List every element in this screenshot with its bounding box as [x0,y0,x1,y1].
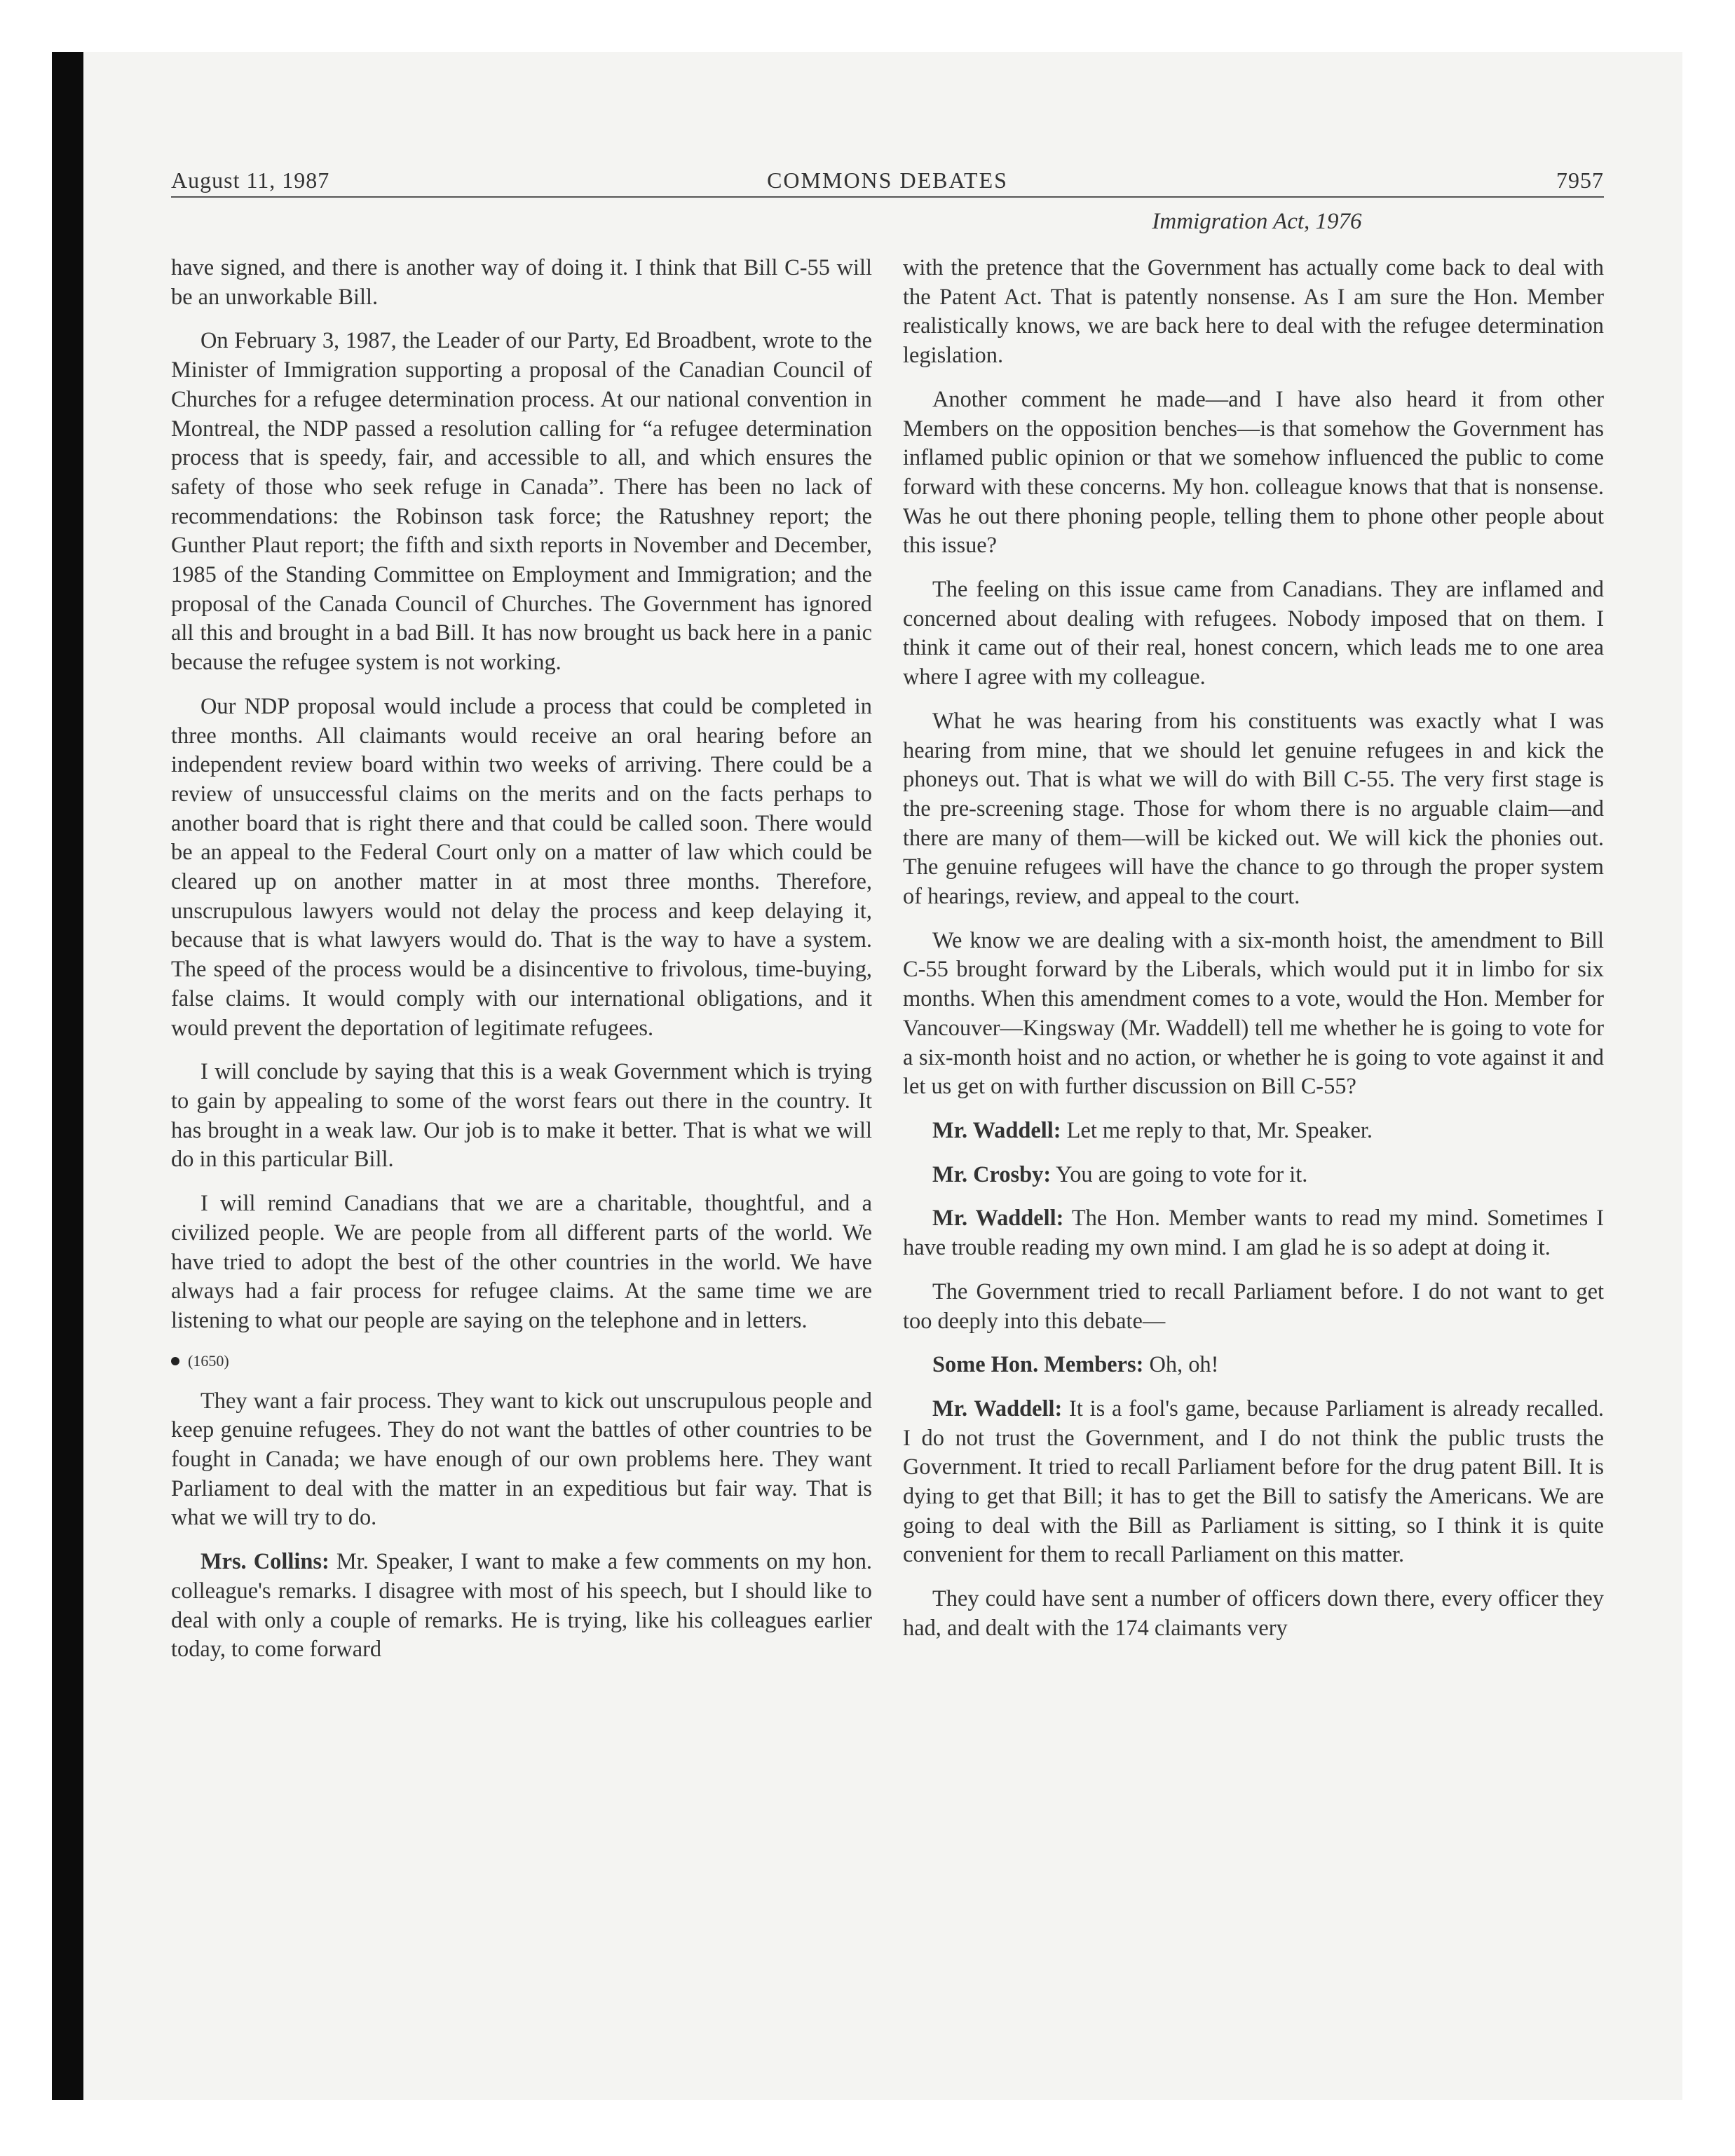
time-marker-text: (1650) [188,1351,229,1370]
paragraph: I will conclude by saying that this is a weak Government which is trying to gain by appealing to some of the worst fears out there in the country. It has brought in a weak law. Our job is to make it better. That is what we will do in this particular Bill. [171,1059,872,1173]
left-column [171,254,872,1679]
speech-text: Oh, oh! [1143,1352,1219,1378]
scan-binding-edge [52,52,83,2100]
speech-text: Let me reply to that, Mr. Speaker. [1061,1117,1373,1143]
section-title: Immigration Act, 1976 [1152,209,1362,234]
page-header [171,160,1604,198]
speech-paragraph [903,1161,1604,1190]
speaker-name: Mr. Waddell: [932,1206,1064,1231]
speech-paragraph [171,1548,872,1665]
speaker-name: Some Hon. Members: [932,1352,1144,1378]
paragraph: On February 3, 1987, the Leader of our Party, Ed Broadbent, wrote to the Minister of Immigration supporting a proposal of the Canadian Council of Churches for a refugee determination process. At our national convention in Montreal, the NDP passed a resolution calling for “a refugee determination process that is speedy, fair, and accessible to all, and which ensures the safety of those who seek refuge in Canada”. There has been no lack of recommendations: the Robinson task force; the Ratushney report; the Gunther Plaut report; the fifth and sixth reports in November and December, 1985 of the Standing Committee on Employment and Immigration; and the proposal of the Canada Council of Churches. The Government has ignored all this and brought in a bad Bill. It has now brought us back here in a panic because the refugee system is not working. [171,328,872,676]
speech-text: It is a fool's game, because Parliament is already recalled. I do not trust the Government, and I do not think the public trusts the Government. It tried to recall Parliament before for the drug patent Bill. It is dying to get that Bill; it has to get the Bill to satisfy the Americans. We are going to deal with the Bill as Parliament is sitting, so I think it is quite convenient for them to recall Parliament on this matter. [903,1396,1604,1568]
speaker-name: Mrs. Collins: [200,1549,329,1575]
bullet-icon [171,1357,179,1365]
right-column [903,254,1604,1658]
paragraph: What he was hearing from his constituents was exactly what I was hearing from mine, that we should let genuine refugees in and kick the phoneys out. That is what we will do with Bill C-55. The very first stage is the pre-screening stage. Those for whom there is no arguable claim—and there are many of them—will be kicked out. We will kick the phonies out. The genuine refugees will have the chance to go through the proper system of hearings, review, and appeal to the court. [903,708,1604,910]
speaker-name: Mr. Crosby: [932,1161,1052,1187]
time-marker [171,1351,872,1372]
speaker-name: Mr. Waddell: [932,1117,1061,1143]
speech-paragraph [903,1395,1604,1570]
speech-text: Mr. Speaker, I want to make a few comments on my hon. colleague's remarks. I disagree with most of his speech, but I should like to deal with only a couple of remarks. He is trying, like his colleagues earlier today, to come forward [171,1549,872,1663]
paragraph: They want a fair process. They want to kick out unscrupulous people and keep genuine refugees. They do not want the battles of other countries to be fought in Canada; we have enough of our own problems here. They want Parliament to deal with the matter in an expeditious but fair way. That is what we will try to do. [171,1388,872,1531]
header-page-number: 7957 [1556,168,1604,193]
paragraph: Another comment he made—and I have also heard it from other Members on the opposition benches—is that somehow the Government has inflamed public opinion or that we somehow influenced the public to come forward with these concerns. My hon. colleague knows that that is nonsense. Was he out there phoning people, telling them to phone other people about this issue? [903,386,1604,559]
header-date: August 11, 1987 [171,168,330,193]
speaker-name: Mr. Waddell: [932,1396,1063,1421]
paragraph: They could have sent a number of officers down there, every officer they had, and dealt with the 174 claimants very [903,1586,1604,1641]
speech-text: You are going to vote for it. [1051,1161,1308,1187]
speech-paragraph [903,1351,1604,1380]
paragraph: with the pretence that the Government has actually come back to deal with the Patent Act. That is patently nonsense. As I am sure the Hon. Member realistically knows, we are back here to deal with the refugee determination legislation. [903,255,1604,369]
paragraph: have signed, and there is another way of doing it. I think that Bill C-55 will be an unworkable Bill. [171,255,872,310]
speech-paragraph [903,1117,1604,1146]
paragraph: The feeling on this issue came from Canadians. They are inflamed and concerned about dealing with refugees. Nobody imposed that on them. I think it came out of their real, honest concern, which leads me to one area where I agree with my colleague. [903,577,1604,690]
paragraph: Our NDP proposal would include a process that could be completed in three months. All claimants would receive an oral hearing before an independent review board within two weeks of arriving. There could be a review of unsuccessful claims on the merits and on the facts perhaps to another board that is right there and that could be called soon. There would be an appeal to the Federal Court only on a matter of law which could be cleared up on another matter in at most three months. Therefore, unscrupulous lawyers would not delay the process and keep delaying it, because that is what lawyers would do. That is the way to have a system. The speed of the process would be a disincentive to frivolous, time-buying, false claims. It would comply with our international obligations, and it would prevent the deportation of legitimate refugees. [171,693,872,1041]
paragraph: The Government tried to recall Parliament before. I do not want to get too deeply into this debate— [903,1278,1604,1334]
paragraph: We know we are dealing with a six-month hoist, the amendment to Bill C-55 brought forward by the Liberals, which would put it in limbo for six months. When this amendment comes to a vote, would the Hon. Member for Vancouver—Kingsway (Mr. Waddell) tell me whether he is going to vote for a six-month hoist and no action, or whether he is going to vote against it and let us get on with further discussion on Bill C-55? [903,927,1604,1100]
header-publication: COMMONS DEBATES [767,168,1008,193]
paragraph: I will remind Canadians that we are a charitable, thoughtful, and a civilized people. We are people from all different parts of the world. We have tried to adopt the best of the other countries in the world. We have always had a fair process for refugee claims. At the same time we are listening to what our people are saying on the telephone and in letters. [171,1191,872,1333]
speech-text: The Hon. Member wants to read my mind. Sometimes I have trouble reading my own mind. I am glad he is so adept at doing it. [903,1206,1604,1261]
speech-paragraph [903,1204,1604,1262]
